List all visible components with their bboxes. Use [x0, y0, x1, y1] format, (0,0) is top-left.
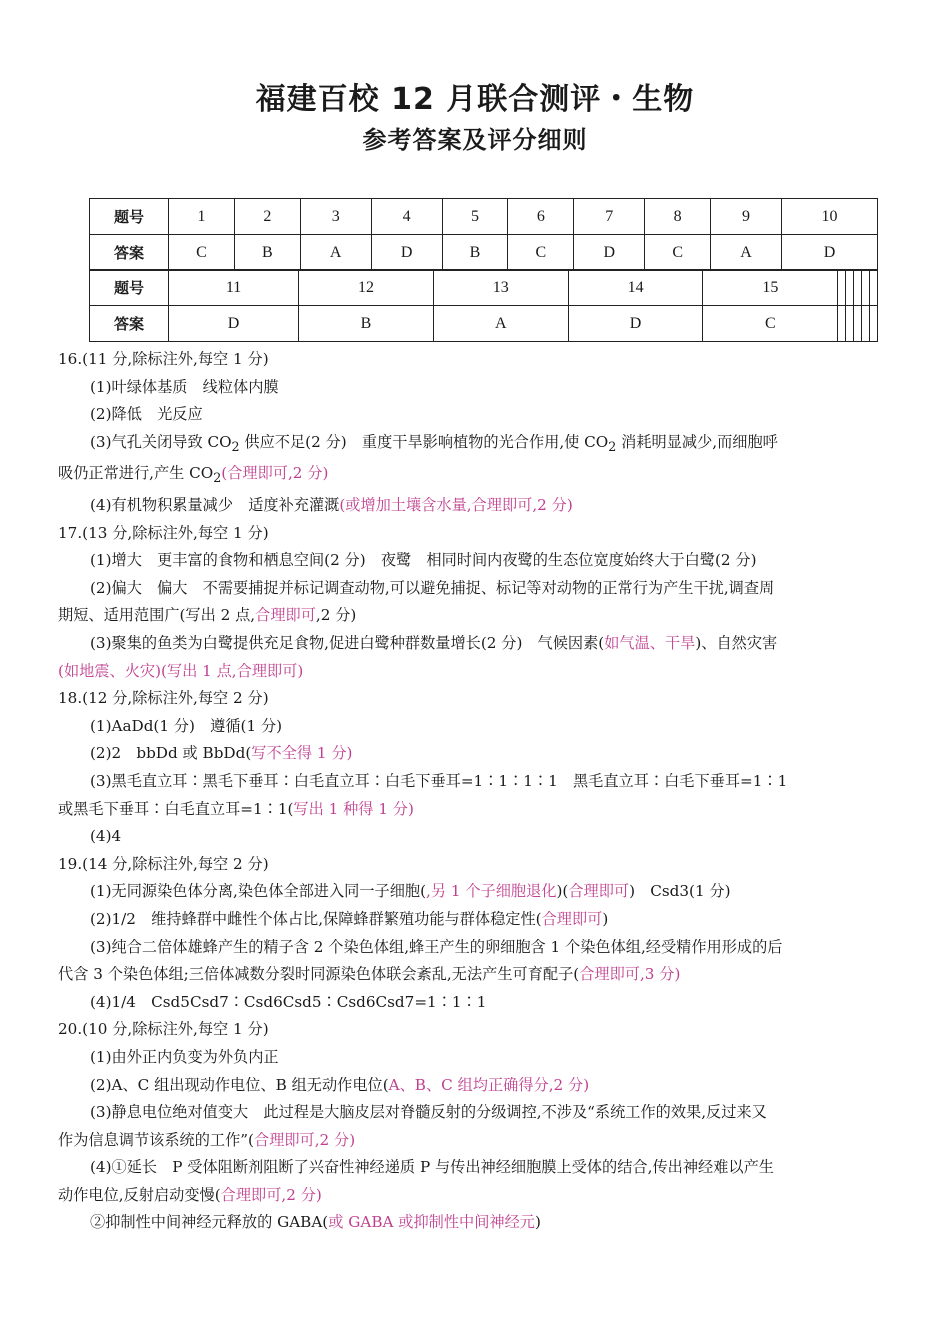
- annotation: ,2 分): [548, 1075, 590, 1094]
- answer-cell: B: [234, 235, 300, 271]
- q17-answer-3-cont: [58, 658, 908, 686]
- text-segment: ): [602, 909, 609, 928]
- q20-answer-4-cont: [58, 1182, 908, 1210]
- q17-answer-2-cont: [58, 602, 908, 630]
- annotation: ,另 1 个子细胞退化: [426, 882, 557, 901]
- question-number-cell: 1: [169, 199, 235, 235]
- text-segment: ②抑制性中间神经元释放的 GABA(: [90, 1213, 329, 1232]
- annotation: 合理即可: [255, 606, 316, 625]
- annotation: (或增加土壤含水量,合理即可,2 分): [339, 496, 573, 515]
- annotation: 合理即可: [541, 909, 603, 928]
- question-number-cell: 5: [442, 199, 508, 235]
- answer-cell: C: [508, 235, 574, 271]
- page-subtitle: 参考答案及评分细则: [362, 126, 588, 154]
- text-segment: 作为信息调节该系统的工作”(: [58, 1130, 254, 1149]
- annotation: 合理即可: [253, 1130, 315, 1149]
- question-number-cell: 11: [169, 270, 299, 306]
- q18-heading: 18.(12 分,除标注外,每空 2 分): [58, 689, 269, 708]
- empty-cell: [869, 306, 877, 342]
- empty-cell: [854, 270, 862, 306]
- subscript: 2: [231, 438, 240, 454]
- answer-table-1: [89, 198, 878, 271]
- answer-cell: D: [169, 306, 299, 342]
- question-number-cell: 7: [574, 199, 645, 235]
- question-number-cell: 10: [782, 199, 878, 235]
- annotation: 如地震、火灾: [63, 661, 156, 680]
- answer-cell: C: [703, 306, 838, 342]
- annotation: 如气温、干旱: [604, 634, 696, 652]
- annotation: (合理即可,2 分): [221, 464, 329, 483]
- q19-answer-4: (4)1/4 Csd5Csd7∶Csd6Csd5∶Csd6Csd7=1∶1∶1: [90, 992, 487, 1011]
- annotation: (: [58, 661, 64, 680]
- q20-heading: 20.(10 分,除标注外,每空 1 分): [58, 1020, 269, 1039]
- question-number-row: [90, 199, 878, 235]
- q16-answer-1: (1)叶绿体基质 线粒体内膜: [90, 377, 279, 396]
- text-segment: (2)1/2 维持蜂群中雌性个体占比,保障蜂群繁殖功能与群体稳定性(: [90, 909, 542, 928]
- text-segment: 消耗明显减少,而细胞呼: [616, 432, 778, 451]
- q20-answer-3: (3)静息电位绝对值变大 此过程是大脑皮层对脊髓反射的分级调控,不涉及“系统工作的效果,反过来又: [90, 1103, 767, 1122]
- answer-cell: B: [442, 235, 508, 271]
- annotation: )(写出 1 点,: [155, 661, 237, 680]
- answer-cell: B: [299, 306, 434, 342]
- q16-answer-4: [58, 492, 908, 520]
- answer-cell: C: [645, 235, 711, 271]
- question-number-cell: 14: [568, 270, 703, 306]
- answer-cell: D: [574, 235, 645, 271]
- q19-answer-3: (3)纯合二倍体雄蜂产生的精子含 2 个染色体组,蜂王产生的卵细胞含 1 个染色体组,经受精作用形成的后: [90, 937, 783, 956]
- annotation: A、B、C 组均正确得分: [388, 1075, 549, 1094]
- q18-answer-3-cont: [58, 796, 908, 824]
- question-number-cell: 9: [711, 199, 782, 235]
- q16-answer-3-cont: [58, 460, 908, 492]
- text-segment: 代含 3 个染色体组;三倍体减数分裂时同源染色体联会紊乱,无法产生可育配子(: [58, 965, 580, 984]
- q17-answer-3: [58, 630, 908, 658]
- q20-answer-1: (1)由外正内负变为外负内正: [90, 1047, 279, 1066]
- answer-table-2: [89, 269, 878, 342]
- annotation: ): [346, 744, 353, 763]
- subscript: 2: [608, 438, 617, 454]
- q17-answer-1: (1)增大 更丰富的食物和栖息空间(2 分) 夜鹭 相同时间内夜鹭的生态位宽度始终大于白鹭(2 分): [90, 551, 757, 570]
- q18-answer-3: (3)黑毛直立耳∶黑毛下垂耳∶白毛直立耳∶白毛下垂耳=1∶1∶1∶1 黑毛直立耳∶白毛下垂耳=1∶1: [90, 771, 788, 790]
- annotation: ,3 分): [639, 965, 681, 984]
- text-segment: (4)有机物积累量减少 适度补充灌溉: [90, 496, 340, 515]
- text-segment: ) Csd3(1 分): [629, 882, 731, 901]
- answer-row: [90, 235, 878, 271]
- question-number-cell: 15: [703, 270, 838, 306]
- annotation: 合理即可: [568, 882, 630, 901]
- text-segment: ,2 分): [315, 606, 357, 625]
- text-segment: 期短、适用范围广(写出 2 点,: [58, 606, 256, 625]
- q17-answer-2: (2)偏大 偏大 不需要捕捉并标记调查动物,可以避免捕捉、标记等对动物的正常行为产生干扰,调查周: [90, 578, 775, 597]
- empty-cell: [862, 306, 870, 342]
- question-number-cell: 3: [300, 199, 371, 235]
- annotation: 合理即可: [579, 965, 640, 984]
- text-segment: (1)无同源染色体分离,染色体全部进入同一子细胞(: [90, 882, 427, 901]
- question-number-row: [90, 270, 878, 306]
- question-number-cell: 6: [508, 199, 574, 235]
- answer-label-cell: 答案: [90, 306, 169, 342]
- answer-cell: D: [568, 306, 703, 342]
- empty-cell: [846, 270, 854, 306]
- question-number-cell: 4: [371, 199, 442, 235]
- text-segment: (2)2 bbDd 或 BbDd(: [90, 744, 252, 763]
- answer-cell: A: [433, 306, 568, 342]
- empty-cell: [838, 270, 846, 306]
- annotation: ,2 分): [314, 1130, 356, 1149]
- q16-heading: 16.(11 分,除标注外,每空 1 分): [58, 350, 269, 368]
- text-segment: 供应不足(2 分) 重度干旱影响植物的光合作用,使 CO: [239, 432, 609, 451]
- q16-answer-3: [58, 429, 908, 461]
- header-label-cell: 题号: [90, 270, 169, 306]
- empty-cell: [838, 306, 846, 342]
- empty-cell: [869, 270, 877, 306]
- subscript: 2: [213, 470, 222, 486]
- q19-answer-3-cont: [58, 961, 908, 989]
- annotation: ): [297, 661, 304, 680]
- text-segment: )、自然灾害: [695, 634, 778, 652]
- empty-cell: [862, 270, 870, 306]
- answer-cell: D: [782, 235, 878, 271]
- annotation: ,2 分): [281, 1185, 322, 1204]
- q19-answer-2: [58, 906, 908, 934]
- empty-cell: [846, 306, 854, 342]
- answer-label-cell: 答案: [90, 235, 169, 271]
- annotation: 写不全得 1 分: [251, 744, 347, 763]
- page-title: 福建百校 12 月联合测评・生物: [255, 82, 695, 117]
- question-number-cell: 12: [299, 270, 434, 306]
- annotation: 写出 1 种得 1 分: [293, 799, 408, 818]
- answer-explanations: [58, 346, 908, 1237]
- text-segment: (3)聚集的鱼类为白鹭提供充足食物,促进白鹭种群数量增长(2 分) 气候因素(: [90, 634, 605, 652]
- empty-cell: [854, 306, 862, 342]
- header-label-cell: 题号: [90, 199, 169, 235]
- q19-answer-1: [58, 878, 908, 906]
- answer-cell: A: [711, 235, 782, 271]
- q17-heading: 17.(13 分,除标注外,每空 1 分): [58, 523, 269, 542]
- q19-heading: 19.(14 分,除标注外,每空 2 分): [58, 854, 269, 873]
- text-segment: 吸仍正常进行,产生 CO: [58, 464, 214, 483]
- answer-cell: D: [371, 235, 442, 271]
- text-segment: 或黑毛下垂耳∶白毛直立耳=1∶1(: [58, 799, 294, 818]
- text-segment: (2)A、C 组出现动作电位、B 组无动作电位(: [90, 1075, 389, 1094]
- text-segment: ): [535, 1213, 541, 1232]
- q20-answer-4: (4)①延长 P 受体阻断剂阻断了兴奋性神经递质 P 与传出神经细胞膜上受体的结合,传出神经难以产生: [90, 1158, 774, 1177]
- question-number-cell: 2: [234, 199, 300, 235]
- text-segment: 动作电位,反射启动变慢(: [58, 1185, 221, 1204]
- question-number-cell: 13: [433, 270, 568, 306]
- text-segment: )(: [556, 882, 569, 901]
- answer-cell: A: [300, 235, 371, 271]
- q20-answer-5: [58, 1209, 908, 1237]
- q18-answer-4: (4)4: [90, 827, 122, 846]
- annotation: 合理即可: [220, 1185, 282, 1204]
- annotation: 合理即可: [236, 661, 298, 680]
- q20-answer-3-cont: [58, 1127, 908, 1155]
- answer-cell: C: [169, 235, 235, 271]
- q16-answer-2: (2)降低 光反应: [90, 405, 203, 424]
- q18-answer-2: [58, 740, 908, 768]
- question-number-cell: 8: [645, 199, 711, 235]
- annotation: 或 GABA 或抑制性中间神经元: [328, 1213, 535, 1232]
- q20-answer-2: [58, 1072, 908, 1100]
- answer-row: [90, 306, 878, 342]
- annotation: ): [408, 799, 414, 818]
- q18-answer-1: (1)AaDd(1 分) 遵循(1 分): [90, 716, 283, 735]
- text-segment: (3)气孔关闭导致 CO: [90, 432, 232, 451]
